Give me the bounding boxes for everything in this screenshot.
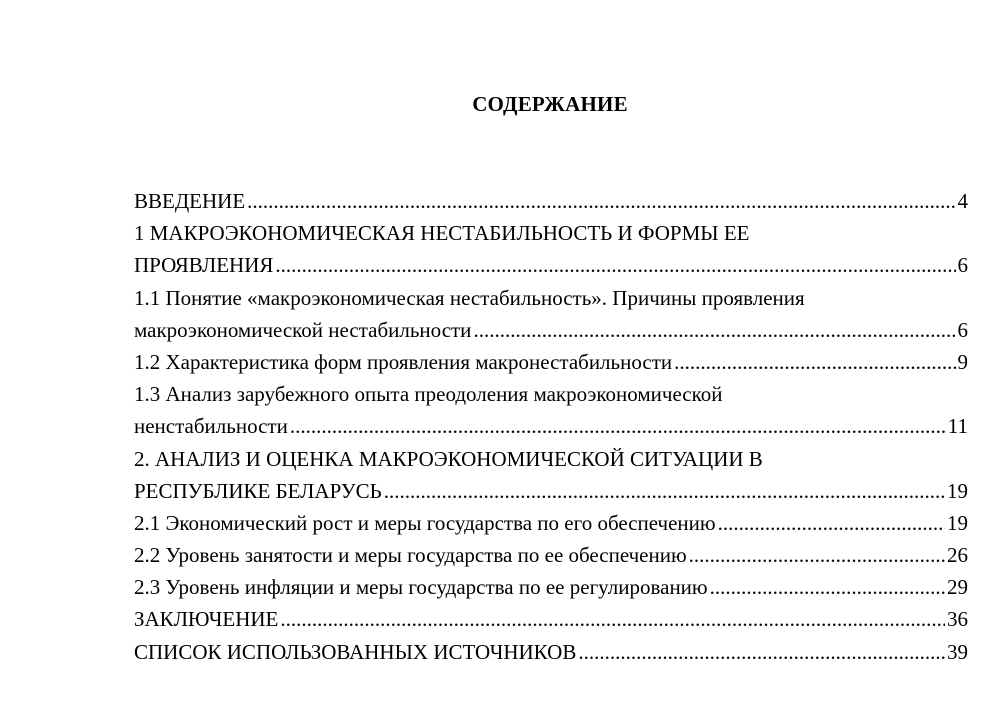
toc-entry [134,571,968,603]
dot-leader [290,410,946,442]
dot-leader [674,346,955,378]
toc-page-number: 19 [947,478,968,503]
table-of-contents [134,185,968,668]
toc-entry [134,282,968,346]
toc-entry-last-line [134,410,968,442]
toc-entry-last-line [134,475,968,507]
toc-entry-text-line: 2. АНАЛИЗ И ОЦЕНКА МАКРОЭКОНОМИЧЕСКОЙ СИТУАЦИИ В [134,446,763,471]
toc-entry-title: ПРОЯВЛЕНИЯ [134,253,274,278]
toc-entry-last-line [134,507,968,539]
toc-entry-last-line [134,636,968,668]
toc-entry-title: макроэкономической нестабильности [134,317,472,342]
toc-page-number: 39 [947,639,968,664]
dot-leader [710,571,945,603]
toc-entry-title: 2.2 Уровень занятости и меры государства по ее обеспечению [134,543,687,568]
dot-leader [473,314,955,346]
dot-leader [578,636,945,668]
toc-entry-last-line [134,539,968,571]
toc-entry-text-line: 1.3 Анализ зарубежного опыта преодоления макроэкономической [134,382,723,407]
toc-entry [134,507,968,539]
toc-entry [134,603,968,635]
dot-leader [718,507,945,539]
toc-entry-title: ВВЕДЕНИЕ [134,189,246,213]
toc-page-number: 6 [957,253,968,278]
toc-entry [134,346,968,378]
page-title: СОДЕРЖАНИЕ [472,92,628,116]
toc-page-number: 6 [957,317,968,342]
toc-entry-title: 2.1 Экономический рост и меры государства по его обеспечению [134,510,716,535]
toc-entry [134,378,968,442]
toc-page-number: 4 [957,189,968,213]
toc-page-number: 36 [947,607,968,632]
toc-entry-last-line [134,314,968,346]
toc-entry-last-line [134,185,968,217]
toc-entry-last-line [134,571,968,603]
toc-entry [134,636,968,668]
toc-entry-last-line [134,249,968,281]
toc-entry-title: СПИСОК ИСПОЛЬЗОВАННЫХ ИСТОЧНИКОВ [134,639,577,664]
toc-entry-title: РЕСПУБЛИКЕ БЕЛАРУСЬ [134,478,382,503]
toc-page-number: 26 [947,543,968,568]
toc-entry [134,539,968,571]
toc-entry-text-line: 1 МАКРОЭКОНОМИЧЕСКАЯ НЕСТАБИЛЬНОСТЬ И ФОРМЫ ЕЕ [134,221,750,246]
toc-entry [134,217,968,281]
dot-leader [280,603,945,635]
toc-entry-title: ненстабильности [134,414,288,439]
toc-page-number: 11 [947,414,968,439]
toc-entry-title: ЗАКЛЮЧЕНИЕ [134,607,279,632]
dot-leader [275,249,955,281]
toc-entry-title: 1.2 Характеристика форм проявления макронестабильности [134,349,673,374]
toc-page-number: 9 [957,349,968,374]
toc-page-number: 29 [947,575,968,600]
toc-entry-title: 2.3 Уровень инфляции и меры государства по ее регулированию [134,575,708,600]
toc-entry [134,443,968,507]
toc-entry-last-line [134,603,968,635]
toc-entry-last-line [134,346,968,378]
toc-page-number: 19 [947,510,968,535]
dot-leader [689,539,945,571]
toc-entry [134,185,968,217]
dot-leader [384,475,945,507]
toc-entry-text-line: 1.1 Понятие «макроэкономическая нестабильность». Причины проявления [134,285,805,310]
dot-leader [247,185,955,217]
